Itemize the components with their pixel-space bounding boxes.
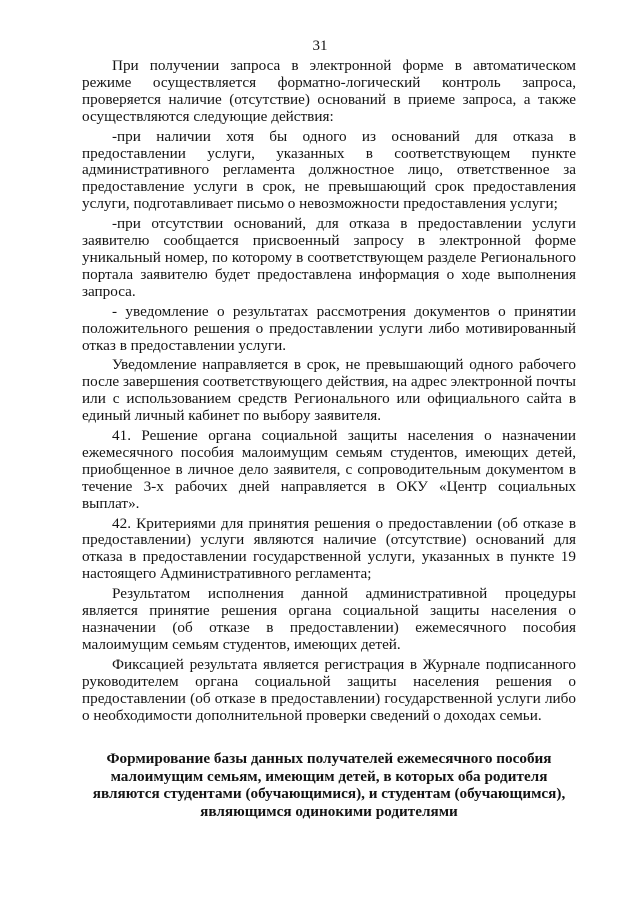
paragraph-refusal-grounds: -при наличии хотя бы одного из оснований для отказа в предоставлении услуги, указанных в соответствующем пункте административного регламента должностное лицо, ответственное за предоставление услуги в срок, не превышающий срок предоставления услуги, подготавливает письмо о невозможности предоставления услуги; (82, 127, 576, 213)
paragraph-result-notification: - уведомление о результатах рассмотрения документов о принятии положительного решения о предоставлении услуги либо мотивированный отказ в предоставлении услуги. (82, 302, 576, 354)
paragraph-no-refusal-grounds: -при отсутствии оснований, для отказа в предоставлении услуги заявителю сообщается присвоенный запросу в электронной форме уникальный номер, по которому в соответствующем разделе Регионального портала заявителю будет предоставлена информация о ходе выполнения запроса. (82, 215, 576, 300)
paragraph-item-42: 42. Критериями для принятия решения о предоставлении (об отказе в предоставлении) услуги являются наличие (отсутствие) оснований для отказа в предоставлении государственной услуги, указанных в пункте 19 настоящего Административного регламента; (82, 514, 576, 583)
page-number: 31 (312, 38, 328, 54)
paragraph-notification-deadline: Уведомление направляется в срок, не превышающий одного рабочего после завершения соответствующего действия, на адрес электронной почты или с использованием средств Регионального или официального сайта в единый личный кабинет по выбору заявителя. (82, 356, 576, 425)
body-text (82, 58, 576, 727)
paragraph-electronic-request: При получении запроса в электронной форме в автоматическом режиме осуществляется форматно-логический контроль запроса, проверяется наличие (отсутствие) оснований в приеме запроса, а также осуществляются следующие действия: (82, 57, 576, 125)
section-heading: Формирование базы данных получателей ежемесячного пособия малоимущим семьям, имеющим детей, в которых оба родителя являются студентами (обучающимися), и студентам (обучающимся), являющимся одинокими родителями (92, 750, 566, 820)
paragraph-result-recording: Фиксацией результата является регистрация в Журнале подписанного руководителем органа социальной защиты населения решения о предоставлении (об отказе в предоставлении) государственной услуги либо о необходимости дополнительной проверки сведений о доходах семьи. (82, 655, 576, 724)
paragraph-item-41: 41. Решение органа социальной защиты населения о назначении ежемесячного пособия малоимущим семьям студентов, имеющих детей, приобщенное в личное дело заявителя, с сопроводительным документом в течение 3-х рабочих дней направляется в ОКУ «Центр социальных выплат». (82, 427, 576, 512)
paragraph-procedure-result: Результатом исполнения данной административной процедуры является принятие решения органа социальной защиты населения о назначении (об отказе в предоставлении) ежемесячного пособия малоимущим семьям студентов, имеющих детей. (82, 585, 576, 653)
